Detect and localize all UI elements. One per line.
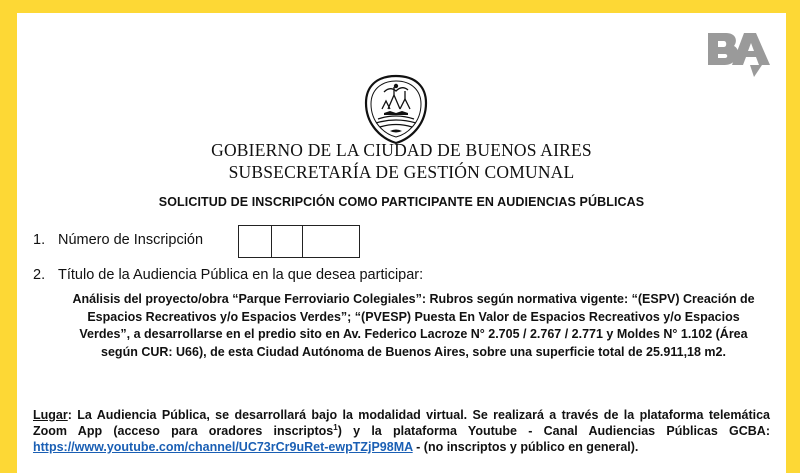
location-label: Lugar bbox=[33, 408, 68, 422]
registration-number-boxes[interactable] bbox=[238, 225, 360, 258]
hearing-title-item bbox=[33, 267, 423, 283]
registration-box-2[interactable] bbox=[272, 226, 303, 257]
city-coat-of-arms-icon bbox=[360, 73, 432, 145]
document-title: SOLICITUD DE INSCRIPCIÓN COMO PARTICIPANTE EN AUDIENCIAS PÚBLICAS bbox=[158, 195, 645, 209]
document-page bbox=[17, 13, 786, 473]
location-text-c: - (no inscriptos y público en general). bbox=[412, 440, 639, 454]
location-text-b: ) y la plataforma Youtube - Canal Audiencias Públicas GCBA: bbox=[337, 424, 770, 438]
item-label: Título de la Audiencia Pública en la que desea participar: bbox=[58, 267, 424, 283]
youtube-channel-link[interactable]: https://www.youtube.com/channel/UC73rCr9uRet-ewpTZjP98MA bbox=[33, 440, 413, 454]
ba-logo bbox=[704, 29, 774, 81]
location-paragraph bbox=[33, 407, 770, 455]
government-name: GOBIERNO DE LA CIUDAD DE BUENOS AIRES bbox=[211, 140, 592, 160]
location-text-a: : La Audiencia Pública, se desarrollará bajo la modalidad virtual. Se realizará a través de la plataforma telemática Zoom App (acceso para oradores inscriptos bbox=[33, 408, 770, 438]
hearing-description: Análisis del proyecto/obra “Parque Ferroviario Colegiales”: Rubros según normativa vigente: “(ESPV) Creación de Espacios Recreativos y/o Espacios Verdes”; “(PVESP) Puesta En Valor de Espacios Recreativos y/o Espacios Verdes”, a desarrollarse en el predio sito en Av. Federico Lacroze N° 2.705 / 2.767 / 2.771 y Moldes N° 1.102 (Área según CUR: U66), de esta Ciudad Autónoma de Buenos Aires, sobre una superficie total de 25.911,18 m2. bbox=[72, 292, 755, 360]
registration-number-item bbox=[33, 232, 203, 248]
footnote-marker: 1 bbox=[333, 422, 338, 432]
item-number: 1. bbox=[33, 232, 46, 248]
registration-box-1[interactable] bbox=[239, 226, 272, 257]
item-label: Número de Inscripción bbox=[58, 232, 204, 248]
item-number: 2. bbox=[33, 267, 46, 283]
registration-box-3[interactable] bbox=[303, 226, 359, 257]
subsecretariat-name: SUBSECRETARÍA DE GESTIÓN COMUNAL bbox=[228, 162, 575, 182]
